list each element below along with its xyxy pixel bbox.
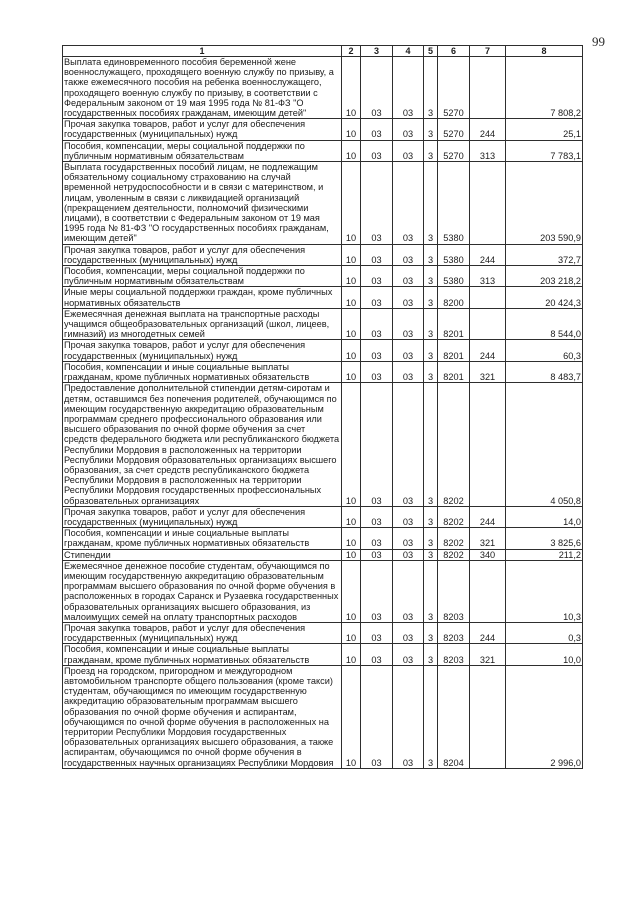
column-header: 3 <box>361 46 393 57</box>
target-code-cell: 8202 <box>438 549 470 560</box>
table-row <box>63 308 583 340</box>
target-code-cell: 8201 <box>438 340 470 361</box>
item-name-cell: Прочая закупка товаров, работ и услуг для обеспечения государственных (муниципальных) нужд <box>63 244 342 265</box>
section-code-cell: 10 <box>342 140 361 161</box>
table-row <box>63 622 583 643</box>
table-row <box>63 162 583 245</box>
column-header: 7 <box>470 46 506 57</box>
subprogram-code-cell: 3 <box>424 528 438 549</box>
target-code-cell: 5380 <box>438 266 470 287</box>
subsection-code-cell: 03 <box>361 119 393 140</box>
expense-type-cell <box>470 383 506 506</box>
subprogram-code-cell: 3 <box>424 266 438 287</box>
program-code-cell: 03 <box>393 665 424 768</box>
amount-cell: 203 218,2 <box>506 266 583 287</box>
target-code-cell: 8202 <box>438 383 470 506</box>
subsection-code-cell: 03 <box>361 361 393 382</box>
subprogram-code-cell: 3 <box>424 622 438 643</box>
amount-cell: 2 996,0 <box>506 665 583 768</box>
amount-cell: 7 808,2 <box>506 57 583 119</box>
table-row <box>63 644 583 665</box>
expense-type-cell: 244 <box>470 244 506 265</box>
table-row <box>63 528 583 549</box>
item-name-cell: Ежемесячная денежная выплата на транспортные расходы учащимся общеобразовательных организаций (школ, лицеев, гимназий) из многодетных семей <box>63 308 342 340</box>
target-code-cell: 5380 <box>438 162 470 245</box>
expense-type-cell <box>470 57 506 119</box>
section-code-cell: 10 <box>342 665 361 768</box>
table-row <box>63 119 583 140</box>
column-header: 2 <box>342 46 361 57</box>
subprogram-code-cell: 3 <box>424 340 438 361</box>
section-code-cell: 10 <box>342 287 361 308</box>
amount-cell: 4 050,8 <box>506 383 583 506</box>
item-name-cell: Пособия, компенсации, меры социальной поддержки по публичным нормативным обязательствам <box>63 140 342 161</box>
item-name-cell: Проезд на городском, пригородном и междугородном автомобильном транспорте общего пользования (кроме такси) студентам, обучающимся по имеющим государственную аккредитацию образовательным программам высшего образования по очной форме обучения и аспирантам, обучающимся по очной форме обучения в расположенных на территории Республики Мордовия государственных образовательных организациях высшего образования, а также аспирантам, обучающимся по очной форме обучения в государственных научных организациях Республики Мордовия <box>63 665 342 768</box>
table-row <box>63 57 583 119</box>
amount-cell: 10,3 <box>506 560 583 622</box>
amount-cell: 8 544,0 <box>506 308 583 340</box>
target-code-cell: 5380 <box>438 244 470 265</box>
subsection-code-cell: 03 <box>361 644 393 665</box>
amount-cell: 10,0 <box>506 644 583 665</box>
table-row <box>63 506 583 527</box>
table-row <box>63 560 583 622</box>
expense-type-cell: 313 <box>470 266 506 287</box>
table-row <box>63 361 583 382</box>
program-code-cell: 03 <box>393 244 424 265</box>
table-row <box>63 140 583 161</box>
amount-cell: 14,0 <box>506 506 583 527</box>
column-header: 8 <box>506 46 583 57</box>
target-code-cell: 5270 <box>438 57 470 119</box>
target-code-cell: 8203 <box>438 644 470 665</box>
expense-type-cell: 321 <box>470 644 506 665</box>
subprogram-code-cell: 3 <box>424 506 438 527</box>
item-name-cell: Иные меры социальной поддержки граждан, кроме публичных нормативных обязательств <box>63 287 342 308</box>
section-code-cell: 10 <box>342 383 361 506</box>
item-name-cell: Пособия, компенсации и иные социальные выплаты гражданам, кроме публичных нормативных обязательств <box>63 644 342 665</box>
subsection-code-cell: 03 <box>361 665 393 768</box>
expense-type-cell: 244 <box>470 340 506 361</box>
expense-type-cell <box>470 560 506 622</box>
section-code-cell: 10 <box>342 644 361 665</box>
page-number: 99 <box>592 34 605 49</box>
table-row <box>63 665 583 768</box>
expense-type-cell <box>470 162 506 245</box>
item-name-cell: Прочая закупка товаров, работ и услуг для обеспечения государственных (муниципальных) нужд <box>63 506 342 527</box>
target-code-cell: 8201 <box>438 308 470 340</box>
target-code-cell: 8203 <box>438 622 470 643</box>
subprogram-code-cell: 3 <box>424 287 438 308</box>
amount-cell: 8 483,7 <box>506 361 583 382</box>
expense-type-cell: 244 <box>470 506 506 527</box>
table-row <box>63 549 583 560</box>
expense-type-cell: 340 <box>470 549 506 560</box>
section-code-cell: 10 <box>342 162 361 245</box>
program-code-cell: 03 <box>393 57 424 119</box>
subsection-code-cell: 03 <box>361 266 393 287</box>
table-row <box>63 244 583 265</box>
target-code-cell: 8201 <box>438 361 470 382</box>
program-code-cell: 03 <box>393 266 424 287</box>
amount-cell: 372,7 <box>506 244 583 265</box>
subprogram-code-cell: 3 <box>424 119 438 140</box>
table-row <box>63 266 583 287</box>
item-name-cell: Предоставление дополнительной стипендии детям-сиротам и детям, оставшимся без попечения родителей, обучающимся по имеющим государственную аккредитацию образовательным программам среднего профессионального образования или высшего образования по очной форме обучения за счет средств федерального бюджета или республиканского бюджета Республики Мордовия в расположенных на территории Республики Мордовия образовательных организациях высшего образования, за счет средств республиканского бюджета Республики Мордовия в расположенных на территории Республики Мордовия государственных профессиональных образовательных организациях <box>63 383 342 506</box>
item-name-cell: Прочая закупка товаров, работ и услуг для обеспечения государственных (муниципальных) нужд <box>63 340 342 361</box>
subprogram-code-cell: 3 <box>424 644 438 665</box>
amount-cell: 3 825,6 <box>506 528 583 549</box>
subsection-code-cell: 03 <box>361 308 393 340</box>
target-code-cell: 5270 <box>438 119 470 140</box>
amount-cell: 25,1 <box>506 119 583 140</box>
subsection-code-cell: 03 <box>361 549 393 560</box>
expense-type-cell: 321 <box>470 528 506 549</box>
target-code-cell: 8204 <box>438 665 470 768</box>
section-code-cell: 10 <box>342 308 361 340</box>
target-code-cell: 8203 <box>438 560 470 622</box>
expense-type-cell: 244 <box>470 622 506 643</box>
program-code-cell: 03 <box>393 119 424 140</box>
subprogram-code-cell: 3 <box>424 665 438 768</box>
program-code-cell: 03 <box>393 528 424 549</box>
column-header: 6 <box>438 46 470 57</box>
expense-type-cell <box>470 308 506 340</box>
subprogram-code-cell: 3 <box>424 140 438 161</box>
program-code-cell: 03 <box>393 549 424 560</box>
subprogram-code-cell: 3 <box>424 549 438 560</box>
amount-cell: 20 424,3 <box>506 287 583 308</box>
expense-type-cell: 244 <box>470 119 506 140</box>
section-code-cell: 10 <box>342 57 361 119</box>
item-name-cell: Выплата единовременного пособия беременной жене военнослужащего, проходящего военную службу по призыву, а также ежемесячного пособия на ребенка военнослужащего, проходящего военную службу по призыву, в соответствии с Федеральным законом от 19 мая 1995 года № 81-ФЗ "О государственных пособиях гражданам, имеющим детей" <box>63 57 342 119</box>
item-name-cell: Выплата государственных пособий лицам, не подлежащим обязательному социальному страхованию на случай временной нетрудоспособности и в связи с материнством, и лицам, уволенным в связи с ликвидацией организаций (прекращением деятельности, полномочий физическими лицами), в соответствии с Федеральным законом от 19 мая 1995 года № 81-ФЗ "О государственных пособиях гражданам, имеющим детей" <box>63 162 342 245</box>
program-code-cell: 03 <box>393 622 424 643</box>
column-header: 4 <box>393 46 424 57</box>
subprogram-code-cell: 3 <box>424 162 438 245</box>
column-header: 5 <box>424 46 438 57</box>
item-name-cell: Стипендии <box>63 549 342 560</box>
item-name-cell: Прочая закупка товаров, работ и услуг для обеспечения государственных (муниципальных) нужд <box>63 622 342 643</box>
subsection-code-cell: 03 <box>361 506 393 527</box>
subprogram-code-cell: 3 <box>424 383 438 506</box>
amount-cell: 211,2 <box>506 549 583 560</box>
section-code-cell: 10 <box>342 340 361 361</box>
section-code-cell: 10 <box>342 560 361 622</box>
expense-type-cell: 321 <box>470 361 506 382</box>
subprogram-code-cell: 3 <box>424 560 438 622</box>
amount-cell: 60,3 <box>506 340 583 361</box>
section-code-cell: 10 <box>342 119 361 140</box>
subsection-code-cell: 03 <box>361 383 393 506</box>
table-body <box>63 57 583 769</box>
subsection-code-cell: 03 <box>361 560 393 622</box>
program-code-cell: 03 <box>393 361 424 382</box>
program-code-cell: 03 <box>393 560 424 622</box>
amount-cell: 0,3 <box>506 622 583 643</box>
item-name-cell: Пособия, компенсации, меры социальной поддержки по публичным нормативным обязательствам <box>63 266 342 287</box>
subsection-code-cell: 03 <box>361 340 393 361</box>
program-code-cell: 03 <box>393 644 424 665</box>
target-code-cell: 5270 <box>438 140 470 161</box>
subprogram-code-cell: 3 <box>424 57 438 119</box>
section-code-cell: 10 <box>342 622 361 643</box>
section-code-cell: 10 <box>342 506 361 527</box>
budget-table <box>62 45 583 769</box>
target-code-cell: 8202 <box>438 506 470 527</box>
item-name-cell: Пособия, компенсации и иные социальные выплаты гражданам, кроме публичных нормативных обязательств <box>63 361 342 382</box>
target-code-cell: 8200 <box>438 287 470 308</box>
subprogram-code-cell: 3 <box>424 361 438 382</box>
program-code-cell: 03 <box>393 287 424 308</box>
item-name-cell: Прочая закупка товаров, работ и услуг для обеспечения государственных (муниципальных) нужд <box>63 119 342 140</box>
section-code-cell: 10 <box>342 266 361 287</box>
subsection-code-cell: 03 <box>361 140 393 161</box>
subprogram-code-cell: 3 <box>424 308 438 340</box>
expense-type-cell <box>470 287 506 308</box>
subsection-code-cell: 03 <box>361 57 393 119</box>
amount-cell: 203 590,9 <box>506 162 583 245</box>
subprogram-code-cell: 3 <box>424 244 438 265</box>
expense-type-cell <box>470 665 506 768</box>
program-code-cell: 03 <box>393 308 424 340</box>
section-code-cell: 10 <box>342 549 361 560</box>
section-code-cell: 10 <box>342 528 361 549</box>
item-name-cell: Пособия, компенсации и иные социальные выплаты гражданам, кроме публичных нормативных обязательств <box>63 528 342 549</box>
table-row <box>63 340 583 361</box>
section-code-cell: 10 <box>342 244 361 265</box>
subsection-code-cell: 03 <box>361 244 393 265</box>
table-row <box>63 287 583 308</box>
target-code-cell: 8202 <box>438 528 470 549</box>
amount-cell: 7 783,1 <box>506 140 583 161</box>
program-code-cell: 03 <box>393 162 424 245</box>
section-code-cell: 10 <box>342 361 361 382</box>
program-code-cell: 03 <box>393 140 424 161</box>
subsection-code-cell: 03 <box>361 622 393 643</box>
subsection-code-cell: 03 <box>361 162 393 245</box>
table-row <box>63 383 583 506</box>
column-header: 1 <box>63 46 342 57</box>
expense-type-cell: 313 <box>470 140 506 161</box>
item-name-cell: Ежемесячное денежное пособие студентам, обучающимся по имеющим государственную аккредитацию образовательным программам высшего образования по очной форме обучения в расположенных в городах Саранск и Рузаевка государственных образовательных организациях высшего образования, из малоимущих семей на оплату транспортных расходов <box>63 560 342 622</box>
program-code-cell: 03 <box>393 506 424 527</box>
subsection-code-cell: 03 <box>361 528 393 549</box>
header-row <box>63 46 583 57</box>
subsection-code-cell: 03 <box>361 287 393 308</box>
program-code-cell: 03 <box>393 383 424 506</box>
program-code-cell: 03 <box>393 340 424 361</box>
